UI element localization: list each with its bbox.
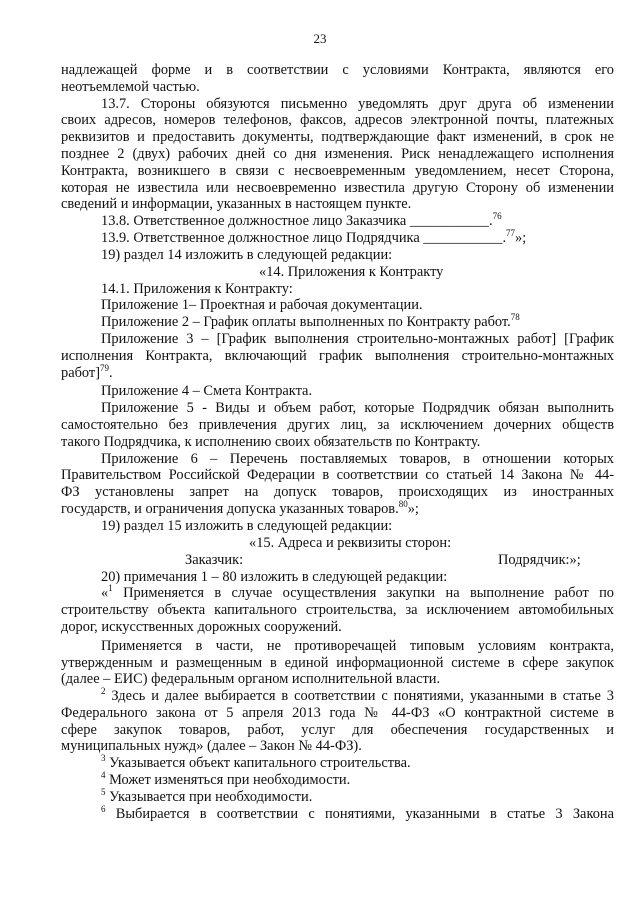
text-segment: Здесь и далее выбирается в соответствии с понятиями, указанными в статье 3 (105, 688, 614, 705)
customer-label: Заказчик: (185, 551, 244, 568)
footnote-ref: 76 (492, 211, 502, 222)
text-segment: . (109, 364, 113, 381)
parties-row (61, 552, 614, 569)
text-segment: работ] (61, 364, 100, 381)
footnote-marker: 6 (101, 803, 106, 814)
appendix-6 (61, 451, 614, 518)
footnote-ref: 77 (506, 228, 516, 239)
clause-tail: »; (515, 229, 527, 246)
clause-text: 13.9. Ответственное должностное лицо Подрядчика ___________. (101, 229, 507, 246)
clause-13-8 (61, 213, 614, 230)
text-line: Применяется в части, не противоречащей типовым условиям контракта, (101, 637, 614, 654)
text-line (61, 362, 614, 382)
note-text: Указывается при необходимости. (105, 788, 313, 805)
appendix-2 (61, 314, 614, 331)
note-6 (61, 803, 614, 823)
text-line (61, 585, 614, 602)
appendix-text: Приложение 2 – График оплаты выполненных по Контракту работ. (101, 314, 511, 331)
text-segment: Выбирается в соответствии с понятиями, указанными в статье 3 Закона (105, 805, 614, 822)
amendment-19-section-15: 19) раздел 15 изложить в следующей редакции: (101, 517, 393, 534)
note-5 (61, 789, 614, 806)
text-line: строительству объекта капитального строительства, за исключением автомобильных (61, 602, 614, 619)
amendment-19-section-14: 19) раздел 14 изложить в следующей редакции: (101, 246, 393, 263)
note-text: Указывается объект капитального строительства. (105, 755, 411, 772)
note-1-continued (61, 638, 614, 688)
note-2 (61, 688, 614, 755)
text-line: Приложение 5 - Виды и объем работ, которые Подрядчик обязан выполнить (101, 400, 614, 417)
footnote-ref: 79 (100, 362, 109, 373)
section-14-title-row (61, 264, 614, 281)
footnote-marker: 1 (108, 583, 113, 594)
text-line: Контракта, возникшего в связи с несвоевременным уведомлением, несет Сторона, (61, 162, 614, 179)
text-line (61, 688, 614, 705)
text-line: дорог, искусственных дорожных сооружений. (61, 618, 342, 635)
clause-text: 13.8. Ответственное должностное лицо Заказчика ___________. (101, 213, 493, 230)
clause-13-9 (61, 230, 614, 247)
footnote-ref: 78 (510, 312, 520, 323)
text-line (61, 501, 614, 518)
footnote-ref: 80 (398, 499, 408, 510)
paragraph-contract-integral-part (61, 62, 614, 96)
clause-13-7 (61, 96, 614, 214)
appendix-5 (61, 400, 614, 450)
amendment-20-notes: 20) примечания 1 – 80 изложить в следующей редакции: (101, 568, 448, 585)
contractor-label: Подрядчик:»; (498, 551, 581, 568)
appendix-4: Приложение 4 – Смета Контракта. (101, 383, 313, 400)
text-line: которая не известила или несвоевременно известила другую Сторону об изменении (61, 179, 614, 196)
text-line: позднее 2 (двух) рабочих дней со дня изменения. Риск ненадлежащего исполнения (61, 145, 614, 162)
text-line: такого Подрядчика, к исполнению своих обязательств по Контракту. (61, 433, 481, 450)
text-line: муниципальных нужд» (далее – Закон № 44-ФЗ). (61, 738, 362, 755)
text-segment: Применяется в случае осуществления закупки на выполнение работ по (112, 585, 614, 602)
text-line: реквизитов и предоставить документы, подтверждающие факт изменений, в срок не (61, 129, 614, 146)
text-line (61, 803, 614, 823)
clause-14-1: 14.1. Приложения к Контракту: (101, 280, 293, 297)
page-number: 23 (313, 31, 327, 46)
note-1 (61, 585, 614, 635)
section-14-title: «14. Приложения к Контракту (259, 263, 444, 280)
note-4 (61, 772, 614, 789)
text-line: надлежащей форме и в соответствии с условиями Контракта, являются его (61, 62, 614, 78)
text-line: ФЗ установлены запрет на допуск товаров, происходящих из иностранных (61, 484, 614, 501)
text-line: самостоятельно без привлечения других лиц, за исключением дочерних обществ (61, 416, 614, 433)
text-line: Федерального закона от 5 апреля 2013 года № 44-ФЗ «О контрактной системе в (61, 704, 614, 721)
text-line: своих адресов, номеров телефонов, факсов, адресов электронной почты, платежных (61, 112, 614, 129)
text-line: Приложение 6 – Перечень поставляемых товаров, в отношении которых (101, 450, 614, 467)
text-line: исполнения Контракта, включающий график выполнения строительно-монтажных (61, 347, 614, 364)
footnote-marker: 2 (101, 686, 106, 697)
text-line: сфере закупок товаров, работ, услуг для обеспечения государственных и (61, 721, 614, 738)
text-segment: »; (407, 500, 419, 517)
text-line: Приложение 3 – [График выполнения строительно-монтажных работ] [График (101, 330, 614, 347)
appendix-3 (61, 331, 614, 381)
note-text: Может изменяться при необходимости. (105, 772, 351, 789)
footnote-marker: 3 (101, 753, 106, 764)
note-3 (61, 755, 614, 772)
text-line: сведений и информации, указанных в настоящем пункте. (61, 196, 412, 213)
section-15-title-row (61, 535, 614, 552)
text-line: утвержденным и размещенным в единой информационной системе в сфере закупок (61, 654, 614, 671)
section-15-title: «15. Адреса и реквизиты сторон: (249, 534, 452, 551)
text-segment: государств, и ограничения допуска указанных товаров. (61, 500, 399, 517)
appendix-1: Приложение 1– Проектная и рабочая документации. (101, 297, 423, 314)
document-body (61, 62, 614, 822)
text-line: 13.7. Стороны обязуются письменно уведомлять друг друга об изменении (101, 95, 614, 112)
footnote-marker: 5 (101, 787, 106, 798)
text-segment: « (101, 585, 109, 602)
text-line: неотъемлемой частью. (61, 78, 200, 95)
footnote-marker: 4 (101, 770, 106, 781)
text-line: (далее – ЕИС) федеральным органом исполнительной власти. (61, 671, 441, 688)
text-line: Правительством Российской Федерации в соответствии со статьей 14 Закона № 44- (61, 467, 614, 484)
